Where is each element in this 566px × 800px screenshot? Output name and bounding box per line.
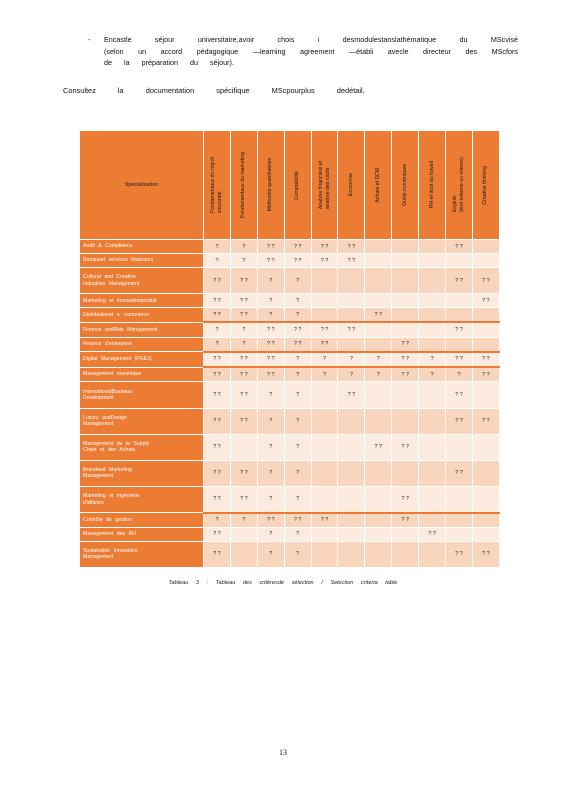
criterion-cell [392, 322, 419, 337]
criterion-cell: ? [230, 513, 257, 528]
criterion-cell [472, 527, 499, 541]
criterion-cell: ? ? [338, 382, 365, 408]
criterion-cell: ? [230, 240, 257, 254]
criterion-cell: ? ? [446, 460, 473, 486]
criterion-cell [338, 513, 365, 528]
criterion-cell [365, 513, 392, 528]
criterion-cell: ? ? [204, 308, 231, 323]
criterion-cell: ? [284, 294, 311, 308]
criterion-cell: ? [257, 486, 284, 512]
criterion-header: Economie [338, 131, 365, 240]
criterion-cell: ? ? [204, 541, 231, 567]
criterion-cell: ? ? [338, 240, 365, 254]
table-row [80, 382, 500, 408]
criterion-cell: ? [257, 527, 284, 541]
criterion-cell: ? ? [230, 460, 257, 486]
criterion-cell [311, 308, 338, 323]
criterion-cell: ? ? [338, 254, 365, 268]
criterion-cell: ? ? [284, 513, 311, 528]
criterion-cell: ? ? [257, 254, 284, 268]
criterion-cell: ? ? [230, 268, 257, 294]
criterion-cell: ? ? [472, 408, 499, 434]
criterion-cell: ? [284, 268, 311, 294]
criterion-cell: ? ? [392, 337, 419, 352]
criterion-cell: ? ? [230, 408, 257, 434]
criterion-cell: ? ? [446, 352, 473, 368]
criterion-cell [365, 268, 392, 294]
criterion-cell: ? ? [204, 352, 231, 368]
criterion-cell: ? ? [230, 308, 257, 323]
criterion-header: RH et droit du travail [419, 131, 446, 240]
criterion-cell: ? [311, 367, 338, 382]
table-row [80, 367, 500, 382]
criterion-cell: ? [204, 240, 231, 254]
table-row [80, 408, 500, 434]
page-number: 13 [279, 748, 287, 757]
specialisation-name: Banqueet services financiers [80, 254, 204, 268]
criterion-cell [338, 527, 365, 541]
criterion-cell [365, 254, 392, 268]
specialisation-name: Audit & Compliance [80, 240, 204, 254]
criterion-cell [446, 254, 473, 268]
criterion-cell: ? [257, 268, 284, 294]
bullet-line-2: (selon un accord pédagogique —learning agreement —établi avecle directeur des MScfors [104, 46, 518, 56]
criterion-cell: ? ? [257, 322, 284, 337]
criterion-cell [419, 513, 446, 528]
criterion-cell [472, 513, 499, 528]
criterion-cell: ? [257, 294, 284, 308]
criterion-cell: ? ? [472, 294, 499, 308]
criterion-cell: ? ? [257, 337, 284, 352]
criterion-cell [230, 541, 257, 567]
criterion-cell: ? [419, 367, 446, 382]
criterion-cell [419, 434, 446, 460]
criterion-cell [446, 308, 473, 323]
specialisation-name: Distributionet e -commerce [80, 308, 204, 323]
criterion-cell: ? [284, 434, 311, 460]
criterion-cell: ? ? [446, 541, 473, 567]
criterion-cell: ? [284, 527, 311, 541]
specialisation-name: Finance d'entreprise [80, 337, 204, 352]
criterion-cell [311, 294, 338, 308]
criterion-cell [419, 322, 446, 337]
criterion-cell: ? ? [204, 527, 231, 541]
criterion-cell: ? ? [311, 337, 338, 352]
criterion-cell [419, 240, 446, 254]
criterion-cell: ? [365, 352, 392, 368]
specialisation-name: Brandand Marketing Management [80, 460, 204, 486]
table-row [80, 254, 500, 268]
criterion-cell: ? [284, 308, 311, 323]
criterion-cell: ? ? [204, 408, 231, 434]
criterion-cell: ? [419, 352, 446, 368]
specialisation-name: Management de la Supply Chain et des Achats [80, 434, 204, 460]
criterion-cell [446, 527, 473, 541]
table-row [80, 460, 500, 486]
criterion-cell: ? [257, 460, 284, 486]
criterion-cell [365, 240, 392, 254]
criterion-cell: ? ? [311, 240, 338, 254]
specialisation-name: Sustainable Innovation Management [80, 541, 204, 567]
specialisation-name: InternationalBusiness Development [80, 382, 204, 408]
criterion-cell [446, 434, 473, 460]
criterion-cell: ? [257, 382, 284, 408]
criterion-cell: ? ? [446, 240, 473, 254]
consult-paragraph: Consultez la documentation spécifique MScpourplus dedétail. [63, 86, 365, 95]
bullet-paragraph [88, 34, 518, 69]
specialisation-name: Marketing et ingénierie d'affaires [80, 486, 204, 512]
criterion-cell: ? ? [204, 486, 231, 512]
criterion-cell: ? ? [311, 254, 338, 268]
table-row [80, 268, 500, 294]
criterion-cell [338, 337, 365, 352]
criterion-header: Creative thinking [472, 131, 499, 240]
criterion-cell: ? ? [311, 322, 338, 337]
criterion-cell: ? ? [284, 322, 311, 337]
criterion-cell [419, 294, 446, 308]
criterion-cell [472, 240, 499, 254]
criterion-cell: ? ? [204, 382, 231, 408]
criterion-cell: ? [230, 254, 257, 268]
criterion-cell [392, 382, 419, 408]
criterion-cell [446, 294, 473, 308]
criterion-cell [311, 486, 338, 512]
criterion-cell: ? ? [204, 294, 231, 308]
specialisation-name: Digital Management (PGE3) [80, 352, 204, 368]
criterion-cell: ? ? [257, 352, 284, 368]
criterion-cell [311, 268, 338, 294]
criterion-cell: ? ? [230, 486, 257, 512]
criterion-cell [311, 434, 338, 460]
criterion-cell [392, 541, 419, 567]
table-row [80, 486, 500, 512]
criterion-cell: ? ? [392, 513, 419, 528]
specialisation-name: Cultural and Creative Industries Management [80, 268, 204, 294]
criterion-cell: ? ? [311, 513, 338, 528]
criterion-header: Fondamentaux du marketing [230, 131, 257, 240]
criterion-cell [365, 541, 392, 567]
criterion-cell: ? [284, 382, 311, 408]
criterion-cell [472, 322, 499, 337]
table-row [80, 352, 500, 368]
criterion-cell: ? ? [472, 268, 499, 294]
criterion-cell: ? ? [446, 268, 473, 294]
criterion-cell: ? ? [230, 382, 257, 408]
criterion-cell [392, 268, 419, 294]
criterion-cell: ? ? [392, 352, 419, 368]
criterion-cell [446, 513, 473, 528]
specialisation-name: Management des RH [80, 527, 204, 541]
criterion-cell [419, 308, 446, 323]
criterion-cell [392, 294, 419, 308]
criterion-cell: ? ? [230, 352, 257, 368]
criterion-cell [392, 254, 419, 268]
criterion-cell: ? [446, 367, 473, 382]
criterion-cell: ? ? [365, 308, 392, 323]
specialisation-name: Finance andRisk Management [80, 322, 204, 337]
criterion-cell: ? [284, 367, 311, 382]
specialisation-name: Management numérique [80, 367, 204, 382]
criterion-cell [446, 337, 473, 352]
criterion-cell: ? [311, 352, 338, 368]
table-body [80, 240, 500, 568]
criterion-cell [338, 460, 365, 486]
criterion-cell: ? [284, 486, 311, 512]
criterion-cell [419, 460, 446, 486]
criterion-cell [446, 486, 473, 512]
criterion-header: Analyse financière et analyse des coûts [311, 131, 338, 240]
table-row [80, 527, 500, 541]
criterion-cell [365, 527, 392, 541]
criterion-cell [311, 382, 338, 408]
criterion-cell [472, 486, 499, 512]
criterion-cell [338, 308, 365, 323]
criterion-cell: ? ? [257, 240, 284, 254]
specialisation-name: Luxury andDesign Management [80, 408, 204, 434]
criterion-cell: ? [230, 337, 257, 352]
table-row [80, 434, 500, 460]
table-row [80, 308, 500, 323]
criterion-cell: ? ? [446, 382, 473, 408]
criterion-cell: ? [204, 254, 231, 268]
specialisation-name: Contrôle de gestion [80, 513, 204, 528]
criterion-cell: ? [257, 308, 284, 323]
criterion-cell [392, 527, 419, 541]
criterion-cell: ? ? [284, 254, 311, 268]
criterion-cell [311, 460, 338, 486]
criterion-cell [392, 460, 419, 486]
criterion-cell [419, 382, 446, 408]
criterion-header: Méthodes quantitatives [257, 131, 284, 240]
criterion-cell: ? [257, 541, 284, 567]
criterion-cell [472, 460, 499, 486]
criterion-cell [392, 308, 419, 323]
criterion-cell [365, 382, 392, 408]
criterion-cell: ? ? [204, 434, 231, 460]
criterion-cell: ? ? [204, 460, 231, 486]
criterion-cell: ? [204, 337, 231, 352]
criterion-cell [230, 527, 257, 541]
criterion-header: Fondamentaux du mgmt corporate [204, 131, 231, 240]
criterion-cell: ? [284, 541, 311, 567]
criterion-cell [311, 541, 338, 567]
criterion-cell: ? ? [392, 367, 419, 382]
bullet-line-3: de la préparation du séjour). [104, 58, 234, 67]
criterion-cell [365, 408, 392, 434]
criterion-cell [365, 486, 392, 512]
criterion-cell [419, 408, 446, 434]
criterion-cell: ? ? [472, 367, 499, 382]
criterion-cell: ? ? [204, 268, 231, 294]
criterion-cell: ? [284, 352, 311, 368]
criterion-cell: ? [257, 408, 284, 434]
criterion-cell: ? [284, 460, 311, 486]
criterion-cell: ? ? [230, 294, 257, 308]
criterion-cell: ? ? [204, 367, 231, 382]
criterion-cell [419, 541, 446, 567]
criterion-cell [419, 337, 446, 352]
criterion-header: Outils numériques [392, 131, 419, 240]
table-row [80, 240, 500, 254]
criterion-cell [311, 527, 338, 541]
specialisation-name: Marketing et innovationproduit [80, 294, 204, 308]
criterion-cell: ? ? [230, 367, 257, 382]
criterion-cell: ? ? [472, 541, 499, 567]
criterion-cell: ? ? [284, 240, 311, 254]
criterion-cell [392, 408, 419, 434]
criterion-cell [472, 382, 499, 408]
criterion-cell [338, 434, 365, 460]
criterion-cell [365, 322, 392, 337]
criterion-cell: ? ? [338, 322, 365, 337]
criterion-cell: ? ? [446, 408, 473, 434]
criterion-header: English (test externe ou interne) [446, 131, 473, 240]
criterion-cell [365, 337, 392, 352]
criterion-cell: ? ? [257, 513, 284, 528]
criterion-cell [472, 434, 499, 460]
criterion-cell: ? [365, 367, 392, 382]
criterion-cell [365, 460, 392, 486]
criterion-cell: ? [230, 322, 257, 337]
criterion-cell: ? [284, 408, 311, 434]
table-row [80, 294, 500, 308]
criterion-cell [338, 408, 365, 434]
criterion-cell: ? ? [257, 367, 284, 382]
criterion-cell [472, 254, 499, 268]
table-row [80, 337, 500, 352]
criterion-cell [338, 541, 365, 567]
table-row [80, 541, 500, 567]
table-caption: Tableau 3 : Tableau des critèresde sélection / Selection criteria table [168, 580, 398, 586]
criterion-cell [338, 268, 365, 294]
criterion-cell: ? ? [419, 527, 446, 541]
selection-criteria-table [79, 130, 500, 568]
criterion-cell [338, 294, 365, 308]
criterion-cell: ? ? [472, 352, 499, 368]
criterion-cell: ? [338, 367, 365, 382]
criterion-cell [230, 434, 257, 460]
criterion-cell: ? [338, 352, 365, 368]
criterion-cell: ? [204, 513, 231, 528]
criterion-cell [392, 240, 419, 254]
criterion-cell [365, 294, 392, 308]
criterion-cell: ? ? [392, 486, 419, 512]
criterion-cell [311, 408, 338, 434]
criterion-header: Achats et SCM [365, 131, 392, 240]
criterion-cell: ? ? [392, 434, 419, 460]
criterion-cell [472, 337, 499, 352]
criterion-header: Comptabilité [284, 131, 311, 240]
table-header-row [80, 131, 500, 240]
criterion-cell [338, 486, 365, 512]
criterion-cell: ? [257, 434, 284, 460]
specialisation-header: Spécialisation [80, 131, 204, 240]
criterion-cell [472, 308, 499, 323]
bullet-dash: - [88, 35, 91, 44]
criterion-cell: ? ? [365, 434, 392, 460]
criterion-cell [419, 268, 446, 294]
criterion-cell [419, 486, 446, 512]
bullet-line-1: Encastle séjour universitaire,avoir chois i desmodulestanslathématique du MScvisé [104, 35, 518, 44]
criterion-cell: ? ? [446, 322, 473, 337]
criterion-cell: ? [204, 322, 231, 337]
table-row [80, 513, 500, 528]
criterion-cell [419, 254, 446, 268]
criterion-cell: ? ? [284, 337, 311, 352]
table-row [80, 322, 500, 337]
